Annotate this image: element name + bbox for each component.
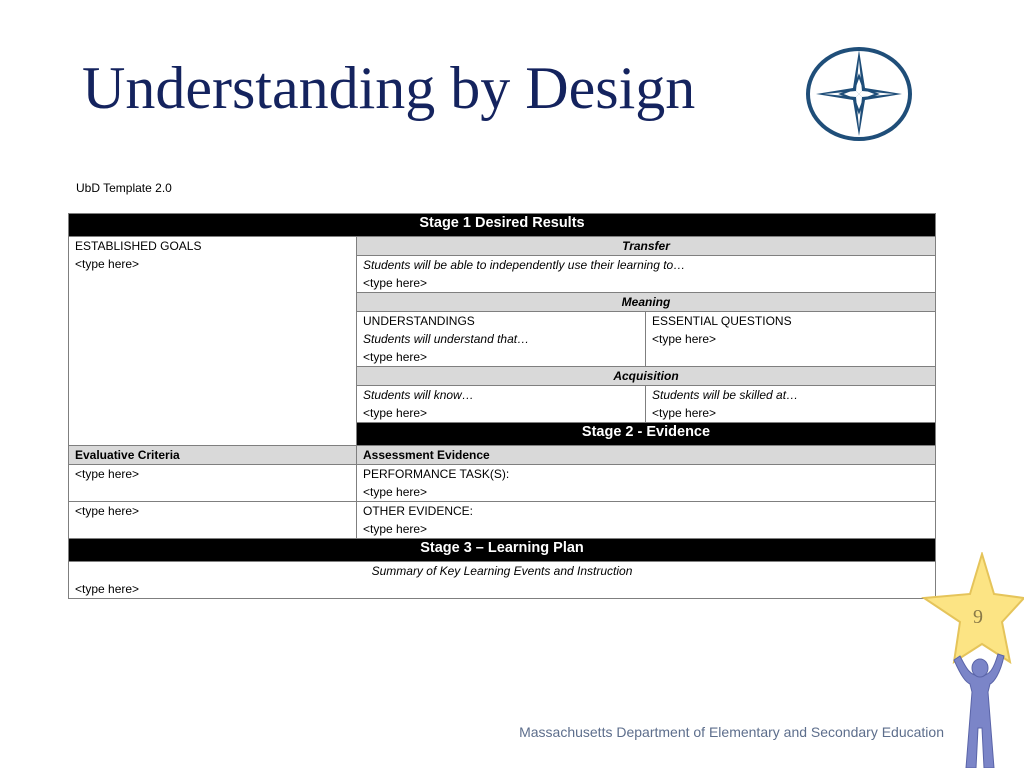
understandings-prompt: Students will understand that… bbox=[363, 332, 530, 346]
essential-questions-input[interactable]: <type here> bbox=[652, 332, 717, 346]
essential-questions-cell[interactable] bbox=[646, 312, 936, 367]
learning-plan-input[interactable]: <type here> bbox=[75, 582, 140, 596]
ubd-template-table bbox=[68, 213, 936, 599]
stage3-header: Stage 3 – Learning Plan bbox=[69, 539, 936, 562]
evaluative-criteria-header: Evaluative Criteria bbox=[69, 446, 357, 465]
template-version: UbD Template 2.0 bbox=[76, 181, 172, 195]
other-evidence-input[interactable]: <type here> bbox=[363, 522, 428, 536]
slide-title: Understanding by Design bbox=[82, 55, 696, 121]
performance-task-input[interactable]: <type here> bbox=[363, 485, 428, 499]
essential-questions-label: ESSENTIAL QUESTIONS bbox=[652, 314, 792, 328]
goals-input[interactable]: <type here> bbox=[75, 257, 140, 271]
criteria-input-2[interactable]: <type here> bbox=[69, 502, 357, 539]
page-number: 9 bbox=[973, 606, 983, 628]
learning-plan-prompt: Summary of Key Learning Events and Instruction bbox=[371, 564, 633, 578]
footer-text: Massachusetts Department of Elementary and Secondary Education bbox=[519, 724, 944, 740]
stage3-header-row bbox=[69, 539, 936, 562]
meaning-band: Meaning bbox=[357, 293, 936, 312]
understandings-input[interactable]: <type here> bbox=[363, 350, 428, 364]
transfer-cell[interactable] bbox=[357, 256, 936, 293]
know-prompt: Students will know… bbox=[363, 388, 474, 402]
skilled-input[interactable]: <type here> bbox=[652, 406, 717, 420]
assessment-evidence-header: Assessment Evidence bbox=[357, 446, 936, 465]
compass-logo-icon bbox=[804, 46, 914, 142]
understandings-label: UNDERSTANDINGS bbox=[363, 314, 475, 328]
criteria-input-1[interactable]: <type here> bbox=[69, 465, 357, 502]
transfer-band: Transfer bbox=[357, 237, 936, 256]
skilled-cell[interactable] bbox=[646, 386, 936, 423]
transfer-input[interactable]: <type here> bbox=[363, 276, 428, 290]
established-goals-cell[interactable] bbox=[69, 237, 357, 446]
know-input[interactable]: <type here> bbox=[363, 406, 428, 420]
performance-task-label: PERFORMANCE TASK(S): bbox=[363, 467, 510, 481]
stage2-header: Stage 2 - Evidence bbox=[357, 423, 936, 446]
learning-plan-cell[interactable] bbox=[69, 562, 936, 599]
skilled-prompt: Students will be skilled at… bbox=[652, 388, 799, 402]
know-cell[interactable] bbox=[357, 386, 646, 423]
stage1-header-row bbox=[69, 214, 936, 237]
transfer-prompt: Students will be able to independently use their learning to… bbox=[363, 258, 686, 272]
stage1-header: Stage 1 Desired Results bbox=[69, 214, 936, 237]
acquisition-band: Acquisition bbox=[357, 367, 936, 386]
performance-task-cell[interactable] bbox=[357, 465, 936, 502]
understandings-cell[interactable] bbox=[357, 312, 646, 367]
other-evidence-cell[interactable] bbox=[357, 502, 936, 539]
other-evidence-label: OTHER EVIDENCE: bbox=[363, 504, 474, 518]
goals-label: ESTABLISHED GOALS bbox=[75, 239, 202, 253]
